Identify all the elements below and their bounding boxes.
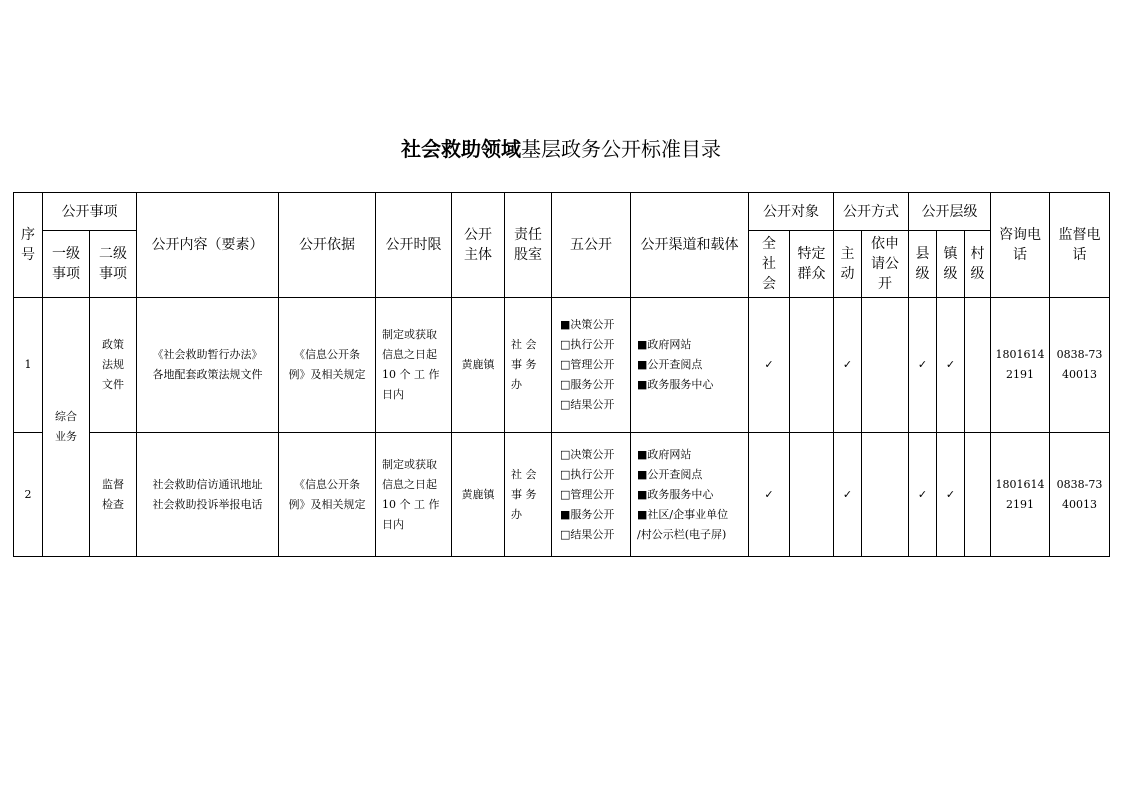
check-mark: ✓ (937, 298, 965, 433)
row-content: 《社会救助暂行办法》 各地配套政策法规文件 (137, 298, 279, 433)
title-normal: 基层政务公开标准目录 (521, 137, 721, 161)
header-supervise: 监督电 话 (1050, 193, 1110, 298)
header-channel: 公开渠道和载体 (631, 193, 749, 298)
header-content: 公开内容（要素） (137, 193, 279, 298)
header-level2: 二级 事项 (90, 231, 137, 298)
header-items: 公开事项 (43, 193, 137, 231)
row-time-limit: 制定或获取 信息之日起 10 个 工 作 日内 (376, 433, 452, 557)
row-dept: 社 会 事 务 办 (505, 298, 552, 433)
row-time-limit: 制定或获取 信息之日起 10 个 工 作 日内 (376, 298, 452, 433)
row-subject: 黄鹿镇 (452, 298, 505, 433)
row-supervise: 0838-73 40013 (1050, 433, 1110, 557)
channel-item: ■政府网站 (637, 447, 692, 461)
row-level-village (965, 298, 991, 433)
row-seq: 1 (14, 298, 43, 433)
page-title (0, 133, 1122, 162)
row-channel (631, 298, 749, 433)
row-channel (631, 433, 749, 557)
header-level-county: 县 级 (909, 231, 937, 298)
five-item: □决策公开 (560, 447, 615, 461)
level1-cell: 综合 业务 (43, 298, 90, 557)
channel-item: ■社区/企事业单位 (637, 507, 729, 521)
five-item: □服务公开 (560, 378, 615, 391)
five-item: □结果公开 (560, 527, 615, 541)
five-item: □执行公开 (560, 338, 615, 351)
row-method-apply (862, 433, 909, 557)
header-level-village: 村 级 (965, 231, 991, 298)
row-target-specific (790, 433, 834, 557)
five-item: □执行公开 (560, 467, 615, 481)
channel-item: ■公开查阅点 (637, 358, 703, 371)
header-method-active: 主 动 (834, 231, 862, 298)
channel-item: ■政务服务中心 (637, 378, 714, 391)
header-target-all: 全 社 会 (749, 231, 790, 298)
header-level1: 一级 事项 (43, 231, 90, 298)
check-mark: ✓ (909, 433, 937, 557)
header-target-specific: 特定 群众 (790, 231, 834, 298)
table-row (14, 298, 1110, 433)
row-seq: 2 (14, 433, 43, 557)
row-five (552, 298, 631, 433)
row-method-apply (862, 298, 909, 433)
header-seq: 序 号 (14, 193, 43, 298)
channel-item: ■政务服务中心 (637, 487, 714, 501)
row-level2: 监督 检查 (90, 433, 137, 557)
header-consult: 咨询电 话 (991, 193, 1050, 298)
five-item: ■决策公开 (560, 318, 615, 331)
row-level2: 政策 法规 文件 (90, 298, 137, 433)
header-basis: 公开依据 (279, 193, 376, 298)
header-level: 公开层级 (909, 193, 991, 231)
row-consult: 1801614 2191 (991, 298, 1050, 433)
five-item: □结果公开 (560, 398, 615, 411)
table-row (14, 433, 1110, 557)
header-target: 公开对象 (749, 193, 834, 231)
channel-item: ■政府网站 (637, 338, 692, 351)
channel-item: ■公开查阅点 (637, 467, 703, 481)
channel-item: /村公示栏(电子屏) (637, 527, 727, 541)
check-mark: ✓ (749, 433, 790, 557)
row-five (552, 433, 631, 557)
header-subject: 公开 主体 (452, 193, 505, 298)
five-item: ■服务公开 (560, 507, 615, 521)
row-supervise: 0838-73 40013 (1050, 298, 1110, 433)
row-subject: 黄鹿镇 (452, 433, 505, 557)
row-target-specific (790, 298, 834, 433)
title-bold: 社会救助领域 (401, 137, 521, 161)
check-mark: ✓ (834, 298, 862, 433)
check-mark: ✓ (937, 433, 965, 557)
header-level-town: 镇 级 (937, 231, 965, 298)
row-consult: 1801614 2191 (991, 433, 1050, 557)
check-mark: ✓ (834, 433, 862, 557)
header-row-1 (14, 193, 1110, 231)
five-item: □管理公开 (560, 487, 615, 501)
row-basis: 《信息公开条 例》及相关规定 (279, 298, 376, 433)
row-level-village (965, 433, 991, 557)
header-method-apply: 依申 请公 开 (862, 231, 909, 298)
header-method: 公开方式 (834, 193, 909, 231)
row-basis: 《信息公开条 例》及相关规定 (279, 433, 376, 557)
row-dept: 社 会 事 务 办 (505, 433, 552, 557)
five-item: □管理公开 (560, 358, 615, 371)
check-mark: ✓ (909, 298, 937, 433)
header-five: 五公开 (552, 193, 631, 298)
header-time-limit: 公开时限 (376, 193, 452, 298)
row-content: 社会救助信访通讯地址 社会救助投诉举报电话 (137, 433, 279, 557)
check-mark: ✓ (749, 298, 790, 433)
catalog-table (13, 192, 1110, 557)
header-dept: 责任 股室 (505, 193, 552, 298)
